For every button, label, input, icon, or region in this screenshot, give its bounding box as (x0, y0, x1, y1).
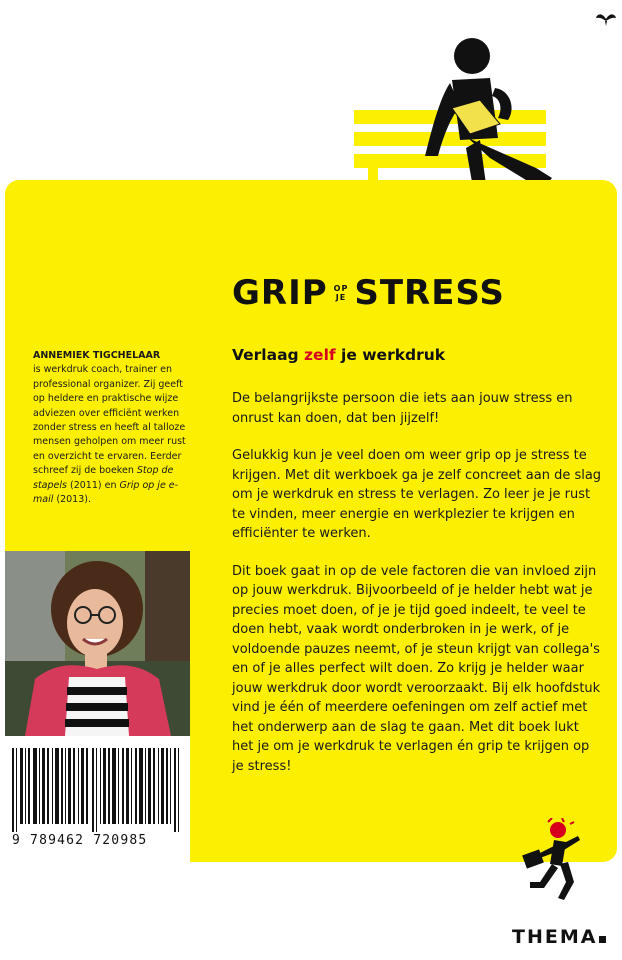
blurb-paragraph-2: Gelukkig kun je veel doen om weer grip op je stress te krijgen. Met dit werkboek ga je zelf concreet aan de slag om je werkdruk en stress te verlagen. Zo leer je je rust te vinden, meer energie en werkplezier te krijgen en efficiënter te werken. (232, 448, 602, 541)
publisher-logo (512, 926, 606, 948)
author-book1: Stop de stapels (33, 465, 174, 491)
blurb-paragraph-1: De belangrijkste persoon die iets aan jouw stress en onrust kan doen, dat ben jijzelf! (232, 391, 573, 426)
author-bio-part3: (2013). (53, 494, 91, 506)
author-book2: Grip op je e-mail (33, 479, 179, 506)
author-name: ANNEMIEK TIGCHELAAR (33, 350, 161, 361)
bird-icon (596, 10, 616, 28)
publisher-name: THEMA (512, 926, 598, 948)
title-small-bottom: JE (335, 293, 347, 302)
title-small-top: OP (333, 284, 349, 293)
subtitle-before: Verlaag (232, 346, 305, 364)
subtitle-after: je werkdruk (335, 346, 446, 364)
author-bio (33, 349, 193, 507)
title-word-grip: GRIP (232, 273, 328, 313)
publisher-logo-dot (599, 936, 606, 943)
book-subtitle (232, 346, 445, 364)
subtitle-highlight: zelf (304, 346, 336, 364)
title-small-words (334, 284, 349, 302)
blurb-text (232, 389, 604, 794)
title-word-stress: STRESS (354, 273, 505, 313)
blurb-paragraph-3: Dit boek gaat in op de vele factoren die van invloed zijn op jouw werkdruk. Bijvoorbeeld of je helder hebt wat je precies moet doen, of je je tijd goed indeelt, te veel te doen hebt, vaak wordt onderbroken in je werk, of je voldoende pauzes neemt, of je steun krijgt van collega's en of je alles perfect wilt doen. Zo krijg je helder waar jouw werkdruk door wordt veroorzaakt. Bij elk hoofdstuk vind je één of meerdere oefeningen om zelf actief met het onderwerp aan de slag te gaan. Met dit boek lukt het je om je werkdruk te verlagen én grip te krijgen op je stress! (232, 563, 601, 774)
author-bio-part1: is werkdruk coach, trainer en professional organizer. Zij geeft op heldere en praktische wijze adviezen over efficiënt werken zonder stress en heeft al talloze mensen geholpen om meer rust en overzicht te ervaren. Eerder schreef zij de boeken (33, 364, 186, 477)
author-photo (5, 551, 190, 736)
author-bio-part2: (2011) en (66, 479, 120, 491)
running-man-illustration (518, 818, 590, 900)
isbn-number: 9 789462 720985 (12, 833, 148, 848)
book-title (232, 273, 505, 313)
barcode (12, 748, 182, 832)
